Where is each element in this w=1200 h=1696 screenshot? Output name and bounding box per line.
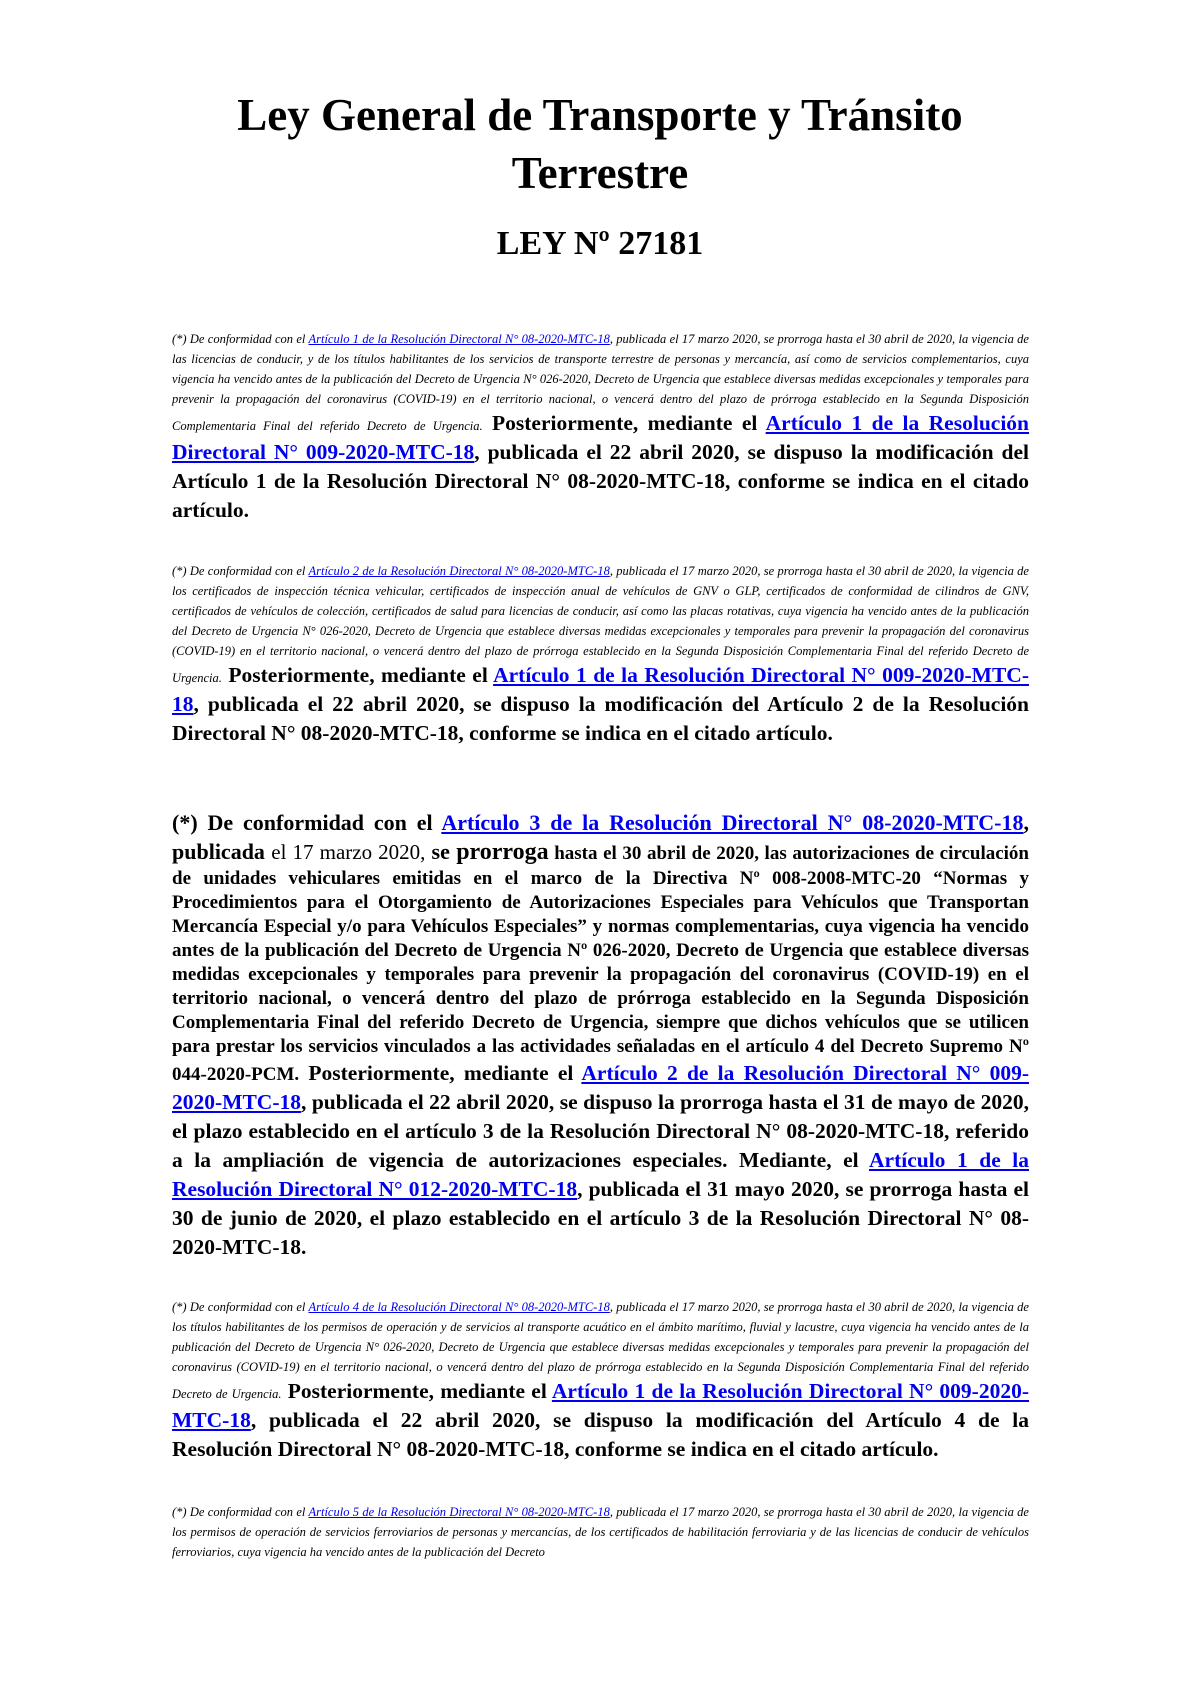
note-post2-lead: Mediante, el [727,1148,869,1172]
note-post2-body: , publicada el 31 mayo 2020, se prorroga hasta el 30 de junio de 2020, el plazo establecido en el artículo 3 de la Resolución Directoral N° 08-2020-MTC-18. [172,1177,1029,1259]
note-body: , publicada el 17 marzo 2020, se prorroga hasta el 30 abril de 2020, la vigencia de las licencias de conducir, y de los títulos habilitantes de los servicios de transporte terrestre de personas y mercancía, así como de servicios complementarios, cuya vigencia ha vencido antes de la publicación del Decreto de Urgencia N° 026-2020, Decreto de Urgencia que establece diversas medidas excepcionales y temporales para prevenir la propagación del coronavirus (COVID-19) en el territorio nacional, o vencerá dentro del plazo de prórroga establecido en la Segunda Disposición Complementaria Final del referido Decreto de Urgencia. [172,332,1029,433]
link-articulo-5-rd-08-2020[interactable]: Artículo 5 de la Resolución Directoral N° 08-2020-MTC-18 [308,1505,610,1519]
link-articulo-1-rd-009-2020[interactable]: Artículo 1 de la Resolución Directoral N° 009-2020-MTC-18 [172,663,1029,716]
link-articulo-4-rd-08-2020[interactable]: Artículo 4 de la Resolución Directoral N° 08-2020-MTC-18 [308,1300,610,1314]
note-date: el 17 marzo 2020, [271,840,432,864]
link-articulo-1-rd-009-2020[interactable]: Artículo 1 de la Resolución Directoral N° 009-2020-MTC-18 [172,1379,1029,1432]
note-lead: (*) De conformidad con el [172,1505,309,1519]
link-articulo-1-rd-009-2020[interactable]: Artículo 1 de la Resolución Directoral N° 009-2020-MTC-18 [172,411,1029,464]
link-articulo-2-rd-08-2020[interactable]: Artículo 2 de la Resolución Directoral N° 08-2020-MTC-18 [308,564,610,578]
note-lead: (*) De conformidad con el [172,564,309,578]
note-body: , publicada el 17 marzo 2020, se prorroga hasta el 30 abril de 2020, la vigencia de los certificados de inspección técnica vehicular, certificados de inspección anual de vehículos de GNV o GLP, certificados de conformidad de cilindros de GNV, certificados de vehículos de colección, certificados de salud para licencias de conducir, así como las placas rotativas, cuya vigencia ha vencido antes de la publicación del Decreto de Urgencia N° 026-2020, Decreto de Urgencia que establece diversas medidas excepcionales y temporales para prevenir la propagación del coronavirus (COVID-19) en el territorio nacional, o vencerá dentro del plazo de prórroga establecido en la Segunda Disposición Complementaria Final del referido Decreto de Urgencia. [172,564,1029,685]
note-body: hasta el 30 abril de 2020, las autorizaciones de circulación de unidades vehiculares emitidas en el marco de la Directiva Nº 008-2008-MTC-20 “Normas y Procedimientos para el Otorgamiento de Autorizaciones Especiales para Vehículos que Transportan Mercancía Especial y/o para Vehículos Especiales” y normas complementarias, cuya vigencia ha vencido antes de la publicación del Decreto de Urgencia Nº 026-2020, Decreto de Urgencia que establece diversas medidas excepcionales y temporales para prevenir la propagación del coronavirus (COVID-19) en el territorio nacional, o vencerá dentro del plazo de prórroga establecido en la Segunda Disposición Complementaria Final del referido Decreto de Urgencia, siempre que dichos vehículos que se utilicen para prestar los servicios vinculados a las actividades señaladas en el artículo 4 del Decreto Supremo Nº 044-2020-PCM. [172,843,1029,1085]
note-post-lead: Posteriormente, mediante el [221,663,494,687]
link-articulo-1-rd-08-2020[interactable]: Artículo 1 de la Resolución Directoral N° 08-2020-MTC-18 [308,332,610,346]
note-post-body: , publicada el 22 abril 2020, se dispuso la modificación del Artículo 4 de la Resolución Directoral N° 08-2020-MTC-18, conforme se indica en el citado artículo. [172,1408,1029,1461]
note-post-lead: Posteriormente, mediante el [281,1379,552,1403]
note-body: , publicada el 17 marzo 2020, se prorroga hasta el 30 abril de 2020, la vigencia de los permisos de operación de servicios ferroviarios de personas y mercancías, de los certificados de habilitación ferroviaria y de las licencias de conducir de vehículos ferroviarios, cuya vigencia ha vencido antes de la publicación del Decreto [172,1505,1029,1559]
note-post-lead: Posteriormente, mediante el [299,1061,582,1085]
note-lead: (*) De conformidad con el [172,1300,309,1314]
note-lead: (*) De conformidad con el [172,810,442,835]
note-lead: (*) De conformidad con el [172,332,309,346]
amendment-note-4 [172,1297,1029,1464]
note-body: , publicada el 17 marzo 2020, se prorroga hasta el 30 abril de 2020, la vigencia de los títulos habilitantes de los permisos de operación y de servicios al transporte acuático en el ámbito marítimo, fluvial y lacustre, cuya vigencia ha vencido antes de la publicación del Decreto de Urgencia N° 026-2020, Decreto de Urgencia que establece diversas medidas excepcionales y temporales para prevenir la propagación del coronavirus (COVID-19) en el territorio nacional, o vencerá dentro del plazo de prórroga establecido en la Segunda Disposición Complementaria Final del referido Decreto de Urgencia. [172,1300,1029,1401]
note-post-body: , publicada el 22 abril 2020, se dispuso la modificación del Artículo 2 de la Resolución Directoral N° 08-2020-MTC-18, conforme se indica en el citado artículo. [172,692,1029,745]
amendment-note-1 [172,329,1029,525]
link-articulo-3-rd-08-2020[interactable]: Artículo 3 de la Resolución Directoral N° 08-2020-MTC-18 [441,810,1024,835]
link-articulo-1-rd-012-2020[interactable]: Artículo 1 de la Resolución Directoral N° 012-2020-MTC-18 [172,1148,1030,1201]
note-post-body: , publicada el 22 abril 2020, se dispuso la prorroga hasta el 31 de mayo de 2020, el plazo establecido en el artículo 3 de la Resolución Directoral N° 08-2020-MTC-18, referido a la ampliación de vigencia de autorizaciones especiales. [172,1090,1029,1172]
document-title: Ley General de Transporte y Tránsito Terrestre [237,90,963,198]
law-number-heading: LEY Nº 27181 [496,225,704,262]
amendment-note-5 [172,1502,1029,1562]
note-prorroga: prorroga [456,839,549,865]
link-articulo-2-rd-009-2020[interactable]: Artículo 2 de la Resolución Directoral N° 009-2020-MTC-18 [172,1061,1029,1114]
amendment-note-2 [172,561,1029,748]
note-post-lead: Posteriormente, mediante el [482,411,766,435]
note-se: se [431,839,457,864]
note-post-body: , publicada el 22 abril 2020, se dispuso la modificación del Artículo 1 de la Resolución Directoral N° 08-2020-MTC-18, conforme se indica en el citado artículo. [172,440,1029,522]
note-after-link: , publicada [172,810,1029,864]
amendment-note-3 [172,808,1029,1262]
